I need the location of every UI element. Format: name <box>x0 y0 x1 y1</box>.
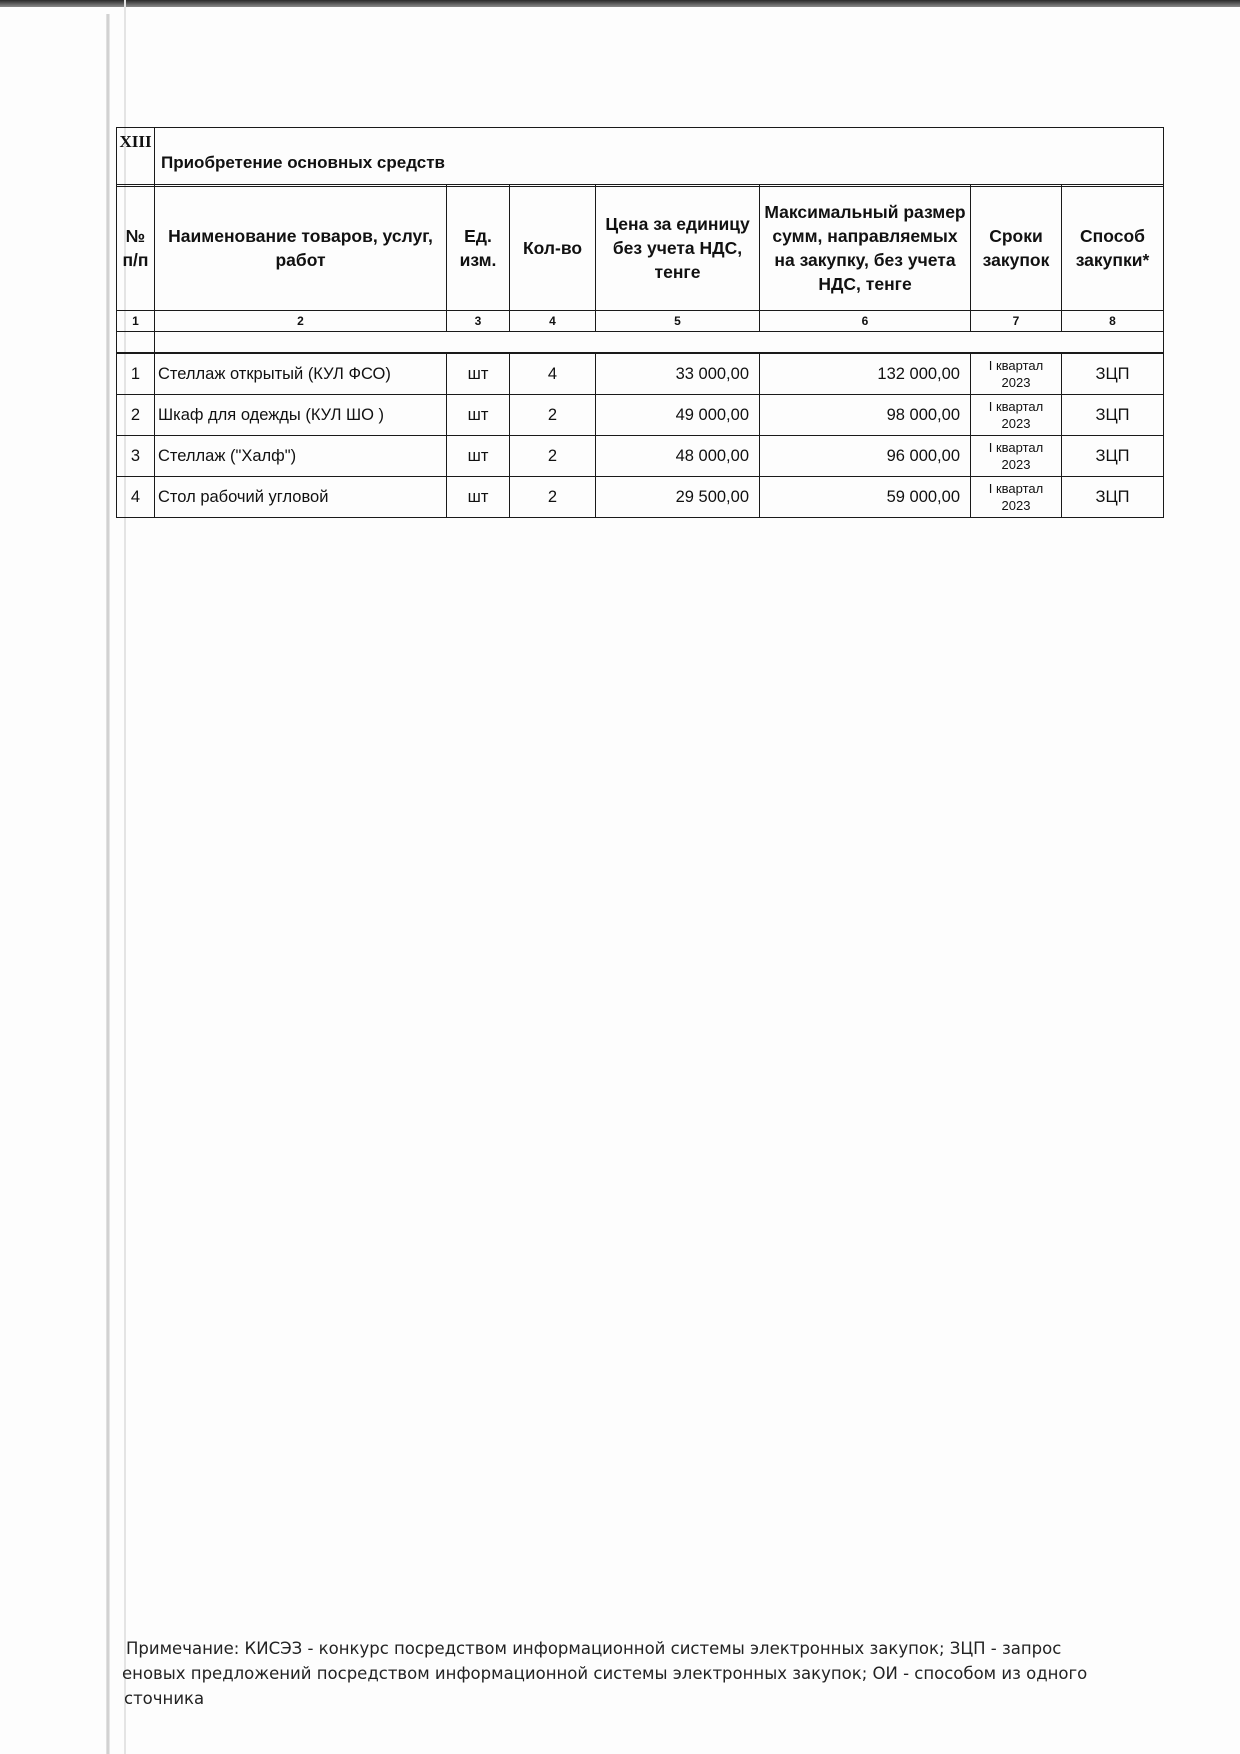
row-number: 4 <box>117 477 155 518</box>
section-title: Приобретение основных средств <box>155 128 1164 187</box>
item-period <box>971 395 1062 436</box>
footnote-line: Примечание: КИСЭЗ - конкурс посредством информационной системы электронных закупок; ЗЦП - запрос <box>126 1639 1062 1658</box>
item-qty: 2 <box>510 395 596 436</box>
item-unit: шт <box>447 477 510 518</box>
table-row <box>117 354 1164 395</box>
item-qty: 4 <box>510 354 596 395</box>
item-total: 98 000,00 <box>760 395 971 436</box>
item-method: ЗЦП <box>1062 436 1164 477</box>
scan-top-edge <box>0 0 1240 7</box>
item-period-year: 2023 <box>1001 498 1031 513</box>
col-header-period: Сроки закупок <box>971 185 1062 311</box>
item-method: ЗЦП <box>1062 395 1164 436</box>
col-num: 2 <box>155 311 447 332</box>
col-header-total: Максимальный размер сумм, направляемых на закупку, без учета НДС, тенге <box>760 185 971 311</box>
footnote <box>122 1636 1126 1711</box>
scan-binding-edge <box>106 14 110 1754</box>
item-unit: шт <box>447 354 510 395</box>
col-num: 5 <box>596 311 760 332</box>
item-name: Стеллаж открытый (КУЛ ФСО) <box>155 354 447 395</box>
table-header <box>116 184 1164 353</box>
item-period-quarter: I квартал <box>988 399 1044 414</box>
section-number: XIII <box>117 128 155 187</box>
table-row <box>117 477 1164 518</box>
col-header-method: Способ закупки* <box>1062 185 1164 311</box>
col-header-unit: Ед. изм. <box>447 185 510 311</box>
items-table <box>116 353 1164 518</box>
item-period-year: 2023 <box>1001 375 1031 390</box>
item-method: ЗЦП <box>1062 477 1164 518</box>
item-period-year: 2023 <box>1001 416 1031 431</box>
row-number: 2 <box>117 395 155 436</box>
item-period-quarter: I квартал <box>988 440 1044 455</box>
item-period <box>971 436 1062 477</box>
column-numbers-row <box>117 311 1164 332</box>
item-unit: шт <box>447 395 510 436</box>
item-price: 29 500,00 <box>596 477 760 518</box>
col-num: 6 <box>760 311 971 332</box>
footnote-line: еновых предложений посредством информационной системы электронных закупок; ОИ - способом из одного <box>122 1664 1088 1683</box>
blank-row <box>117 332 1164 353</box>
item-total: 132 000,00 <box>760 354 971 395</box>
item-qty: 2 <box>510 477 596 518</box>
item-total: 96 000,00 <box>760 436 971 477</box>
item-name: Стеллаж ("Халф") <box>155 436 447 477</box>
item-unit: шт <box>447 436 510 477</box>
table-row <box>117 436 1164 477</box>
table-row <box>117 395 1164 436</box>
col-num: 8 <box>1062 311 1164 332</box>
item-price: 49 000,00 <box>596 395 760 436</box>
row-number: 1 <box>117 354 155 395</box>
item-total: 59 000,00 <box>760 477 971 518</box>
item-period <box>971 477 1062 518</box>
row-number: 3 <box>117 436 155 477</box>
col-num: 4 <box>510 311 596 332</box>
item-period <box>971 354 1062 395</box>
col-header-number: № п/п <box>117 185 155 311</box>
col-num: 3 <box>447 311 510 332</box>
item-period-quarter: I квартал <box>988 481 1044 496</box>
footnote-line: сточника <box>124 1689 205 1708</box>
col-header-price: Цена за единицу без учета НДС, тенге <box>596 185 760 311</box>
item-period-quarter: I квартал <box>988 358 1044 373</box>
item-period-year: 2023 <box>1001 457 1031 472</box>
item-price: 48 000,00 <box>596 436 760 477</box>
col-num: 7 <box>971 311 1062 332</box>
item-method: ЗЦП <box>1062 354 1164 395</box>
item-qty: 2 <box>510 436 596 477</box>
col-header-qty: Кол-во <box>510 185 596 311</box>
item-name: Стол рабочий угловой <box>155 477 447 518</box>
section-header <box>116 127 1164 187</box>
col-header-name: Наименование товаров, услуг, работ <box>155 185 447 311</box>
col-num: 1 <box>117 311 155 332</box>
item-price: 33 000,00 <box>596 354 760 395</box>
item-name: Шкаф для одежды (КУЛ ШО ) <box>155 395 447 436</box>
